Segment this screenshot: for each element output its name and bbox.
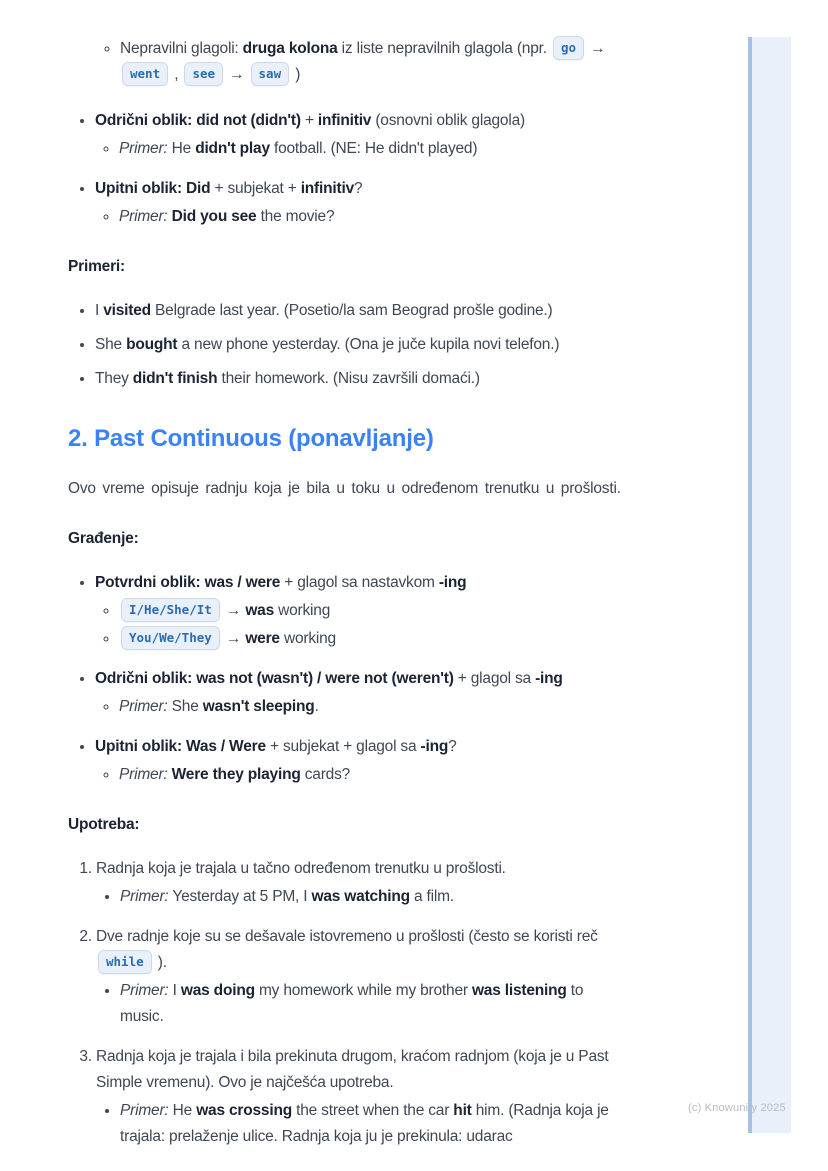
text-segment: the street when the car (292, 1102, 454, 1119)
list-item (96, 856, 626, 910)
text-segment: was (245, 602, 275, 619)
section-heading: 2. Past Continuous (ponavljanje) (68, 425, 434, 452)
section-label: Primeri: (68, 258, 125, 275)
list-item (119, 694, 626, 720)
text-segment: Potvrdni oblik: was / were (95, 574, 281, 591)
list-item (119, 136, 626, 162)
code-chip: went (122, 62, 168, 86)
numbered-list (68, 856, 626, 1150)
text-segment: was listening (471, 982, 567, 999)
list-item (120, 978, 626, 1030)
text-segment: a film. (409, 888, 454, 905)
text-segment: to music. (120, 982, 584, 1025)
code-chip: I/He/She/It (121, 598, 220, 622)
text-segment: Radnja koja je trajala i bila prekinuta drugom, kraćom radnjom (koja je u Past Simple vremenu). Ovo je najčešća upotreba. (96, 1048, 609, 1091)
text-segment: Primer: (120, 1102, 169, 1119)
text-segment: + subjekat + glagol sa (265, 738, 421, 755)
list-item-text (95, 180, 362, 197)
list-item-text (120, 888, 454, 905)
text-segment: him. (Radnja koja je trajala: prelaženje ulice. Radnja koja ju je prekinula: udarac (120, 1102, 609, 1145)
list-item (95, 734, 626, 788)
text-segment: + subjekat + (210, 180, 301, 197)
text-segment: She (95, 336, 127, 353)
list-item-text (96, 928, 598, 971)
list-item-text (119, 698, 319, 715)
text-segment: working (279, 630, 336, 647)
text-segment: ? (448, 738, 457, 755)
document-content (68, 36, 626, 1170)
text-segment: football. (NE: He didn't played) (269, 140, 478, 157)
text-segment: Nepravilni glagoli: (120, 40, 243, 57)
text-segment: Odrični oblik: was not (wasn't) / were not (weren't) (95, 670, 454, 687)
list-item-text (120, 40, 605, 83)
bullet-list (95, 36, 626, 88)
list-item-text (119, 602, 330, 619)
text-segment: → (221, 630, 246, 647)
text-segment: was doing (180, 982, 255, 999)
text-segment: infinitiv (300, 180, 354, 197)
sub-list (95, 204, 626, 230)
list-item (120, 1098, 626, 1150)
list-item (120, 884, 626, 910)
sub-list (95, 762, 626, 788)
text-segment: infinitiv (317, 112, 372, 129)
list-item-text (95, 670, 563, 687)
text-segment: iz liste nepravilnih glagola (npr. (337, 40, 551, 57)
list-item (95, 176, 626, 230)
sub-list (95, 694, 626, 720)
text-segment: She (167, 698, 203, 715)
text-segment: He (168, 1102, 197, 1119)
text-segment: → (221, 602, 246, 619)
list-item (95, 366, 626, 392)
list-item-text (95, 336, 559, 353)
code-chip: see (184, 62, 223, 86)
bullet-list (68, 108, 626, 230)
code-chip: go (553, 36, 584, 60)
text-segment: Did you see (171, 208, 257, 225)
text-segment: . (314, 698, 319, 715)
list-item-text (119, 208, 334, 225)
text-segment: didn't play (195, 140, 270, 157)
section-label: Građenje: (68, 530, 139, 547)
text-segment: working (274, 602, 331, 619)
list-item-text (120, 982, 583, 1025)
list-item-text (119, 140, 477, 157)
list-item-text (120, 1102, 609, 1145)
text-segment: Radnja koja je trajala u tačno određenom trenutku u prošlosti. (96, 860, 506, 877)
text-segment: + (300, 112, 318, 129)
text-segment: hit (453, 1102, 472, 1119)
text-segment: + glagol sa nastavkom (280, 574, 439, 591)
list-item (119, 762, 626, 788)
code-chip: while (98, 950, 152, 974)
bullet-list (68, 298, 626, 392)
text-segment: -ing (420, 738, 449, 755)
text-segment: → (225, 66, 249, 83)
code-chip: saw (251, 62, 290, 86)
text-segment: Primer: (119, 698, 168, 715)
list-item (119, 204, 626, 230)
list-item (96, 924, 626, 1030)
text-segment: was watching (311, 888, 410, 905)
list-item-text (119, 630, 336, 647)
text-segment: They (95, 370, 133, 387)
text-segment: Yesterday at 5 PM, I (168, 888, 312, 905)
text-segment: didn't finish (132, 370, 218, 387)
text-segment: Were they playing (171, 766, 301, 783)
list-item-text (119, 766, 350, 783)
text-segment: Belgrade last year. (Posetio/la sam Beograd prošle godine.) (150, 302, 553, 319)
list-item (119, 626, 626, 652)
text-segment: ). (153, 954, 167, 971)
text-segment: bought (126, 336, 178, 353)
text-segment: Dve radnje koje su se dešavale istovremeno u prošlosti (često se koristi reč (96, 928, 598, 945)
text-segment: the movie? (256, 208, 335, 225)
list-item (119, 598, 626, 624)
text-segment: Primer: (119, 208, 168, 225)
list-item (95, 570, 626, 652)
list-item (95, 108, 626, 162)
text-segment: → (586, 40, 606, 57)
text-segment: Primer: (119, 140, 168, 157)
text-segment: Primer: (120, 982, 169, 999)
list-item (95, 332, 626, 358)
text-segment: ) (291, 66, 301, 83)
sub-list (96, 884, 626, 910)
list-item-text (95, 574, 466, 591)
paragraph: Ovo vreme opisuje radnju koja je bila u toku u određenom trenutku u prošlosti. (68, 480, 621, 497)
text-segment: my homework while my brother (254, 982, 472, 999)
list-item-text (95, 738, 457, 755)
list-item-text (96, 860, 506, 877)
scrollbar-thumb[interactable] (748, 37, 752, 1133)
list-item (96, 1044, 626, 1150)
list-item-text (96, 1048, 609, 1091)
text-segment: I (168, 982, 181, 999)
text-segment: druga kolona (242, 40, 338, 57)
text-segment: -ing (438, 574, 467, 591)
list-item-text (95, 302, 553, 319)
text-segment: their homework. (Nisu završili domaći.) (217, 370, 480, 387)
text-segment: was crossing (196, 1102, 292, 1119)
text-segment: wasn't sleeping (202, 698, 315, 715)
sub-list (96, 978, 626, 1030)
text-segment: Upitni oblik: Was / Were (95, 738, 266, 755)
text-segment: I (95, 302, 104, 319)
text-segment: He (167, 140, 196, 157)
sub-list (95, 136, 626, 162)
list-item (95, 666, 626, 720)
watermark: (c) Knowunity 2025 (688, 1102, 786, 1114)
text-segment: visited (103, 302, 151, 319)
text-segment: Upitni oblik: Did (95, 180, 211, 197)
sub-list (96, 1098, 626, 1150)
text-segment: ? (354, 180, 363, 197)
list-item (95, 298, 626, 324)
text-segment: (osnovni oblik glagola) (371, 112, 525, 129)
list-item-text (95, 112, 525, 129)
text-segment: Primer: (119, 766, 168, 783)
text-segment: Odrični oblik: did not (didn't) (95, 112, 301, 129)
scrollbar-track[interactable] (752, 37, 791, 1133)
section-label: Upotreba: (68, 816, 140, 833)
text-segment: were (245, 630, 280, 647)
sub-list (95, 598, 626, 652)
text-segment: + glagol sa (453, 670, 536, 687)
text-segment: , (170, 66, 183, 83)
text-segment: -ing (535, 670, 563, 687)
list-item-text (95, 370, 480, 387)
text-segment: cards? (300, 766, 351, 783)
list-item (120, 36, 626, 88)
text-segment: a new phone yesterday. (Ona je juče kupila novi telefon.) (177, 336, 560, 353)
text-segment: Primer: (120, 888, 169, 905)
bullet-list (68, 570, 626, 788)
code-chip: You/We/They (121, 626, 220, 650)
